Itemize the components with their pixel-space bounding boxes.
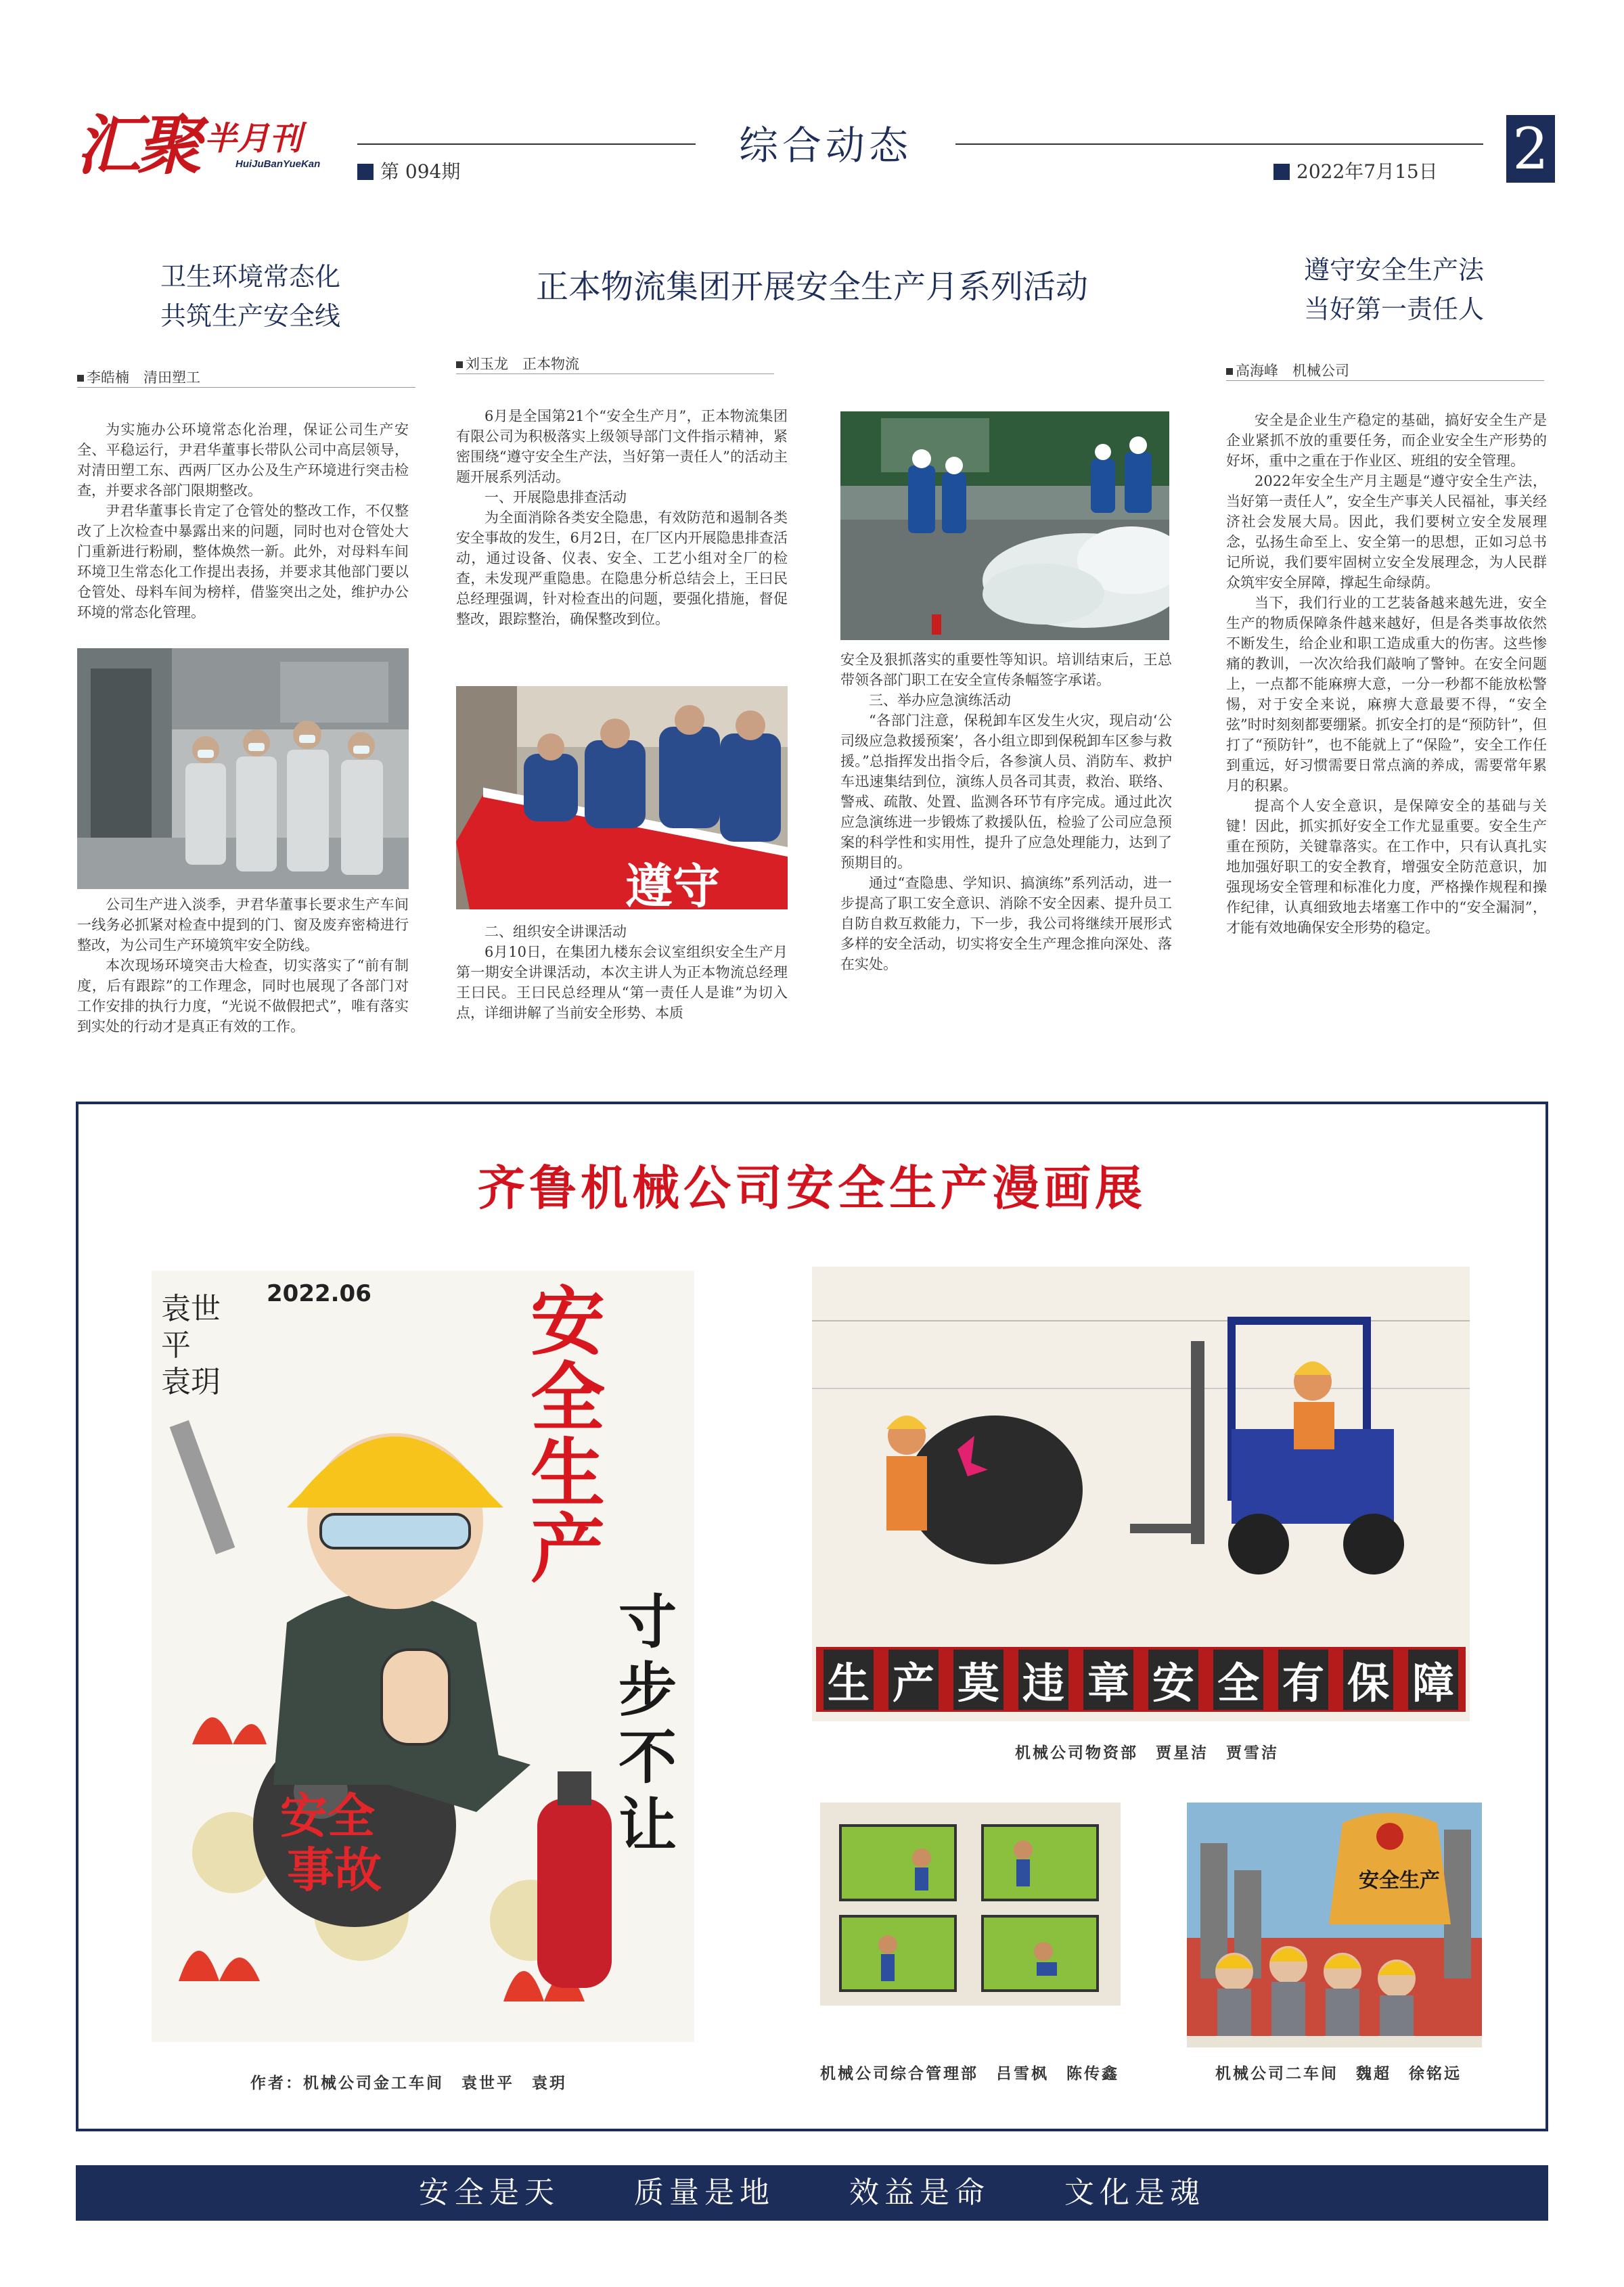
byline-rule [77, 387, 415, 388]
slogan-char: 章 [1083, 1650, 1133, 1710]
left-byline: 李皓楠 清田塑工 [77, 367, 200, 387]
caption-poster4: 机械公司二车间 魏超 徐铭远 [1215, 2064, 1462, 2083]
main-article-col2: 安全及狠抓落实的重要性等知识。培训结束后，王总带领各部门职工在安全宣传条幅签字承诺。 三、举办应急演练活动 “各部门注意，保税卸车区发生火灾，现启动‘公司级应急救援预案’，各小组立即到保税卸车区参与救援。”总指挥发出指令后，各参演人员、消防车、救护车迅速集结到位，演练人员各司其责，救治、联络、警戒、疏散、处置、监测各环节有序完成。通过此次应急演练进一步锻炼了救援队伍，检验了公司应急预案的科学性和实用性，提升了应急处理能力，达到了预期目的。 通过“查隐患、学知识、搞演练”系列活动，进一步提高了职工安全意识、消除不安全因素、提升员工自防自救互救能力，下一步，我公司将继续开展形式多样的安全活动，切实将安全生产理念推向深处、落在实处。 [840, 652, 1172, 972]
slogan-char: 违 [1018, 1650, 1068, 1710]
logo-main-text: 汇聚 [76, 107, 198, 183]
masthead-logo [76, 108, 333, 183]
footer-slogan-3: 效益是命 [849, 2175, 990, 2210]
slogan-char: 保 [1343, 1650, 1393, 1710]
masthead-rule-right [955, 143, 1483, 145]
poster-safety-bomb [152, 1271, 694, 2042]
inspection-photo [77, 648, 409, 889]
left-article-title: 卫生环境常态化 共筑生产安全线 [160, 262, 340, 331]
poster2-slogan-bar [816, 1647, 1466, 1712]
footer-slogan-2: 质量是地 [634, 2175, 775, 2210]
masthead-rule-left [357, 143, 696, 145]
caption-poster1: 作者：机械公司金工车间 袁世平 袁玥 [250, 2074, 567, 2092]
slogan-char: 全 [1213, 1650, 1263, 1710]
signing-photo [456, 686, 788, 909]
poster1-side-slogan: 寸步不让 [618, 1589, 677, 1859]
svg-text:事故: 事故 [287, 1842, 382, 1898]
byline-rule [456, 373, 774, 374]
poster1-vertical-slogan: 安全生产 [531, 1279, 605, 1593]
poster1-date: 2022.06 [267, 1280, 371, 1307]
cartoon-section-title: 齐鲁机械公司安全生产漫画展 [478, 1160, 1146, 1216]
slogan-char: 障 [1408, 1650, 1458, 1710]
slogan-char: 生 [824, 1650, 874, 1710]
poster-comic-strip [820, 1803, 1121, 2006]
square-bullet-icon [357, 164, 374, 180]
square-bullet-icon [1273, 164, 1290, 180]
right-article-title: 遵守安全生产法 当好第一责任人 [1303, 255, 1484, 324]
left-article-body-bottom: 公司生产进入淡季，尹君华董事长要求生产车间一线务必抓紧对检查中提到的门、窗及废弃密椅进行整改，为公司生产环境筑牢安全防线。 本次现场环境突击大检查，切实落实了“前有制度，后有跟踪”的工作理念，同时也展现了各部门对工作安排的执行力度，“光说不做假把式”，唯有落实到实处的行动才是真正有效的工作。 [77, 897, 409, 1035]
slogan-char: 产 [888, 1650, 939, 1710]
fire-drill-photo [840, 411, 1169, 640]
logo-pinyin: HuiJuBanYueKan [235, 158, 321, 170]
poster4-badge: 安全生产 [1359, 1869, 1440, 1893]
poster1-signature: 袁世平 袁玥 [161, 1292, 221, 1399]
logo-sub-text: 半月刊 [204, 120, 302, 158]
section-title: 综合动态 [738, 122, 912, 168]
main-article-col1-top: 6月是全国第21个“安全生产月”，正本物流集团有限公司为积极落实上级领导部门文件指示精神，紧密围绕“遵守安全生产法，当好第一责任人”的活动主题开展系列活动。 一、开展隐患排查活动 为全面消除各类安全隐患，有效防范和遏制各类安全事故的发生，6月2日，在厂区内开展隐患排查活动，通过设备、仪表、安全、工艺小组对全厂的检查，未发现严重隐患。在隐患分析总结会上，王曰民总经理强调，针对检查出的问题，要强化措施，督促整改，跟踪整治，确保整改到位。 [456, 408, 788, 627]
main-article-title: 正本物流集团开展安全生产月系列活动 [535, 268, 1088, 306]
caption-poster2: 机械公司物资部 贾星洁 贾雪洁 [1015, 1744, 1279, 1762]
footer-slogan-4: 文化是魂 [1064, 2175, 1205, 2210]
left-article-body-top: 为实施办公环境常态化治理，保证公司生产安全、平稳运行，尹君华董事长带队公司中高层领导，对清田塑工东、西两厂区办公及生产环境进行突击检查，并要求各部门限期整改。 尹君华董事长肯定了仓管处的整改工作，不仅整改了上次检查中暴露出来的问题，同时也对仓管处大门重新进行粉刷，整体焕然一新。此外，对母料车间环境卫生常态化工作提出表扬，并要求其他部门要以仓管处、母料车间为榜样，借鉴突出之处，维护办公环境的常态化管理。 [77, 422, 409, 620]
footer-slogan-1: 安全是天 [419, 2175, 560, 2210]
byline-rule [1226, 380, 1544, 381]
slogan-char: 安 [1148, 1650, 1198, 1710]
poster-bell [1187, 1803, 1482, 2047]
main-article-col1-bottom: 二、组织安全讲课活动 6月10日，在集团九楼东会议室组织安全生产月第一期安全讲课活动，本次主讲人为正本物流总经理王曰民。王曰民总经理从“第一责任人是谁”为切入点，详细讲解了当前安全形势、本质 [456, 924, 788, 1021]
svg-text:遵守: 遵守 [625, 859, 720, 909]
right-byline: 高海峰 机械公司 [1226, 360, 1349, 380]
poster-forklift [812, 1267, 1470, 1721]
footer-slogan-bar [76, 2165, 1548, 2221]
svg-text:安全: 安全 [280, 1788, 375, 1844]
caption-poster3: 机械公司综合管理部 吕雪枫 陈传鑫 [820, 2064, 1119, 2083]
issue-date: 2022年7月15日 [1273, 157, 1438, 184]
slogan-char: 莫 [953, 1650, 1003, 1710]
page-number: 2 [1506, 115, 1555, 183]
slogan-char: 有 [1278, 1650, 1328, 1710]
issue-number: 第 094期 [357, 157, 460, 184]
right-article-body: 安全是企业生产稳定的基础，搞好安全生产是企业紧抓不放的重要任务，而企业安全生产形势的好坏，重中之重在于作业区、班组的安全管理。 2022年安全生产月主题是“遵守安全生产法，当好第一责任人”，安全生产事关人民福祉，事关经济社会发展大局。因此，我们要树立安全发展理念，弘扬生命至上、安全第一的思想，正如习总书记所说，我们要牢固树立安全发展理念，为人民群众筑牢安全屏障，撑起生命绿荫。 当下，我们行业的工艺装备越来越先进，安全生产的物质保障条件越来越好，但是各类事故依然不断发生，给企业和职工造成重大的伤害。这些惨痛的教训，一次次给我们敲响了警钟。在安全问题上，一点都不能麻痹大意，一分一秒都不能放松警惕，对于安全来说，麻痹大意最要不得，“安全弦”时时刻刻都要绷紧。抓安全打的是“预防针”，但打了“预防针”，也不能就上了“保险”，安全工作任到重远，好习惯需要日常点滴的养成，需要常年累月的积累。 提高个人安全意识，是保障安全的基础与关键！因此，抓实抓好安全工作尤显重要。安全生产重在预防，关键靠落实。在工作中，只有认真扎实地加强好职工的安全教育，增强安全防范意识，加强现场安全管理和标准化力度，严格操作规程和操作纪律，认真细致地去堵塞工作中的“安全漏洞”，才能有效地确保安全形势的稳定。 [1226, 412, 1547, 936]
main-byline: 刘玉龙 正本物流 [456, 353, 579, 373]
